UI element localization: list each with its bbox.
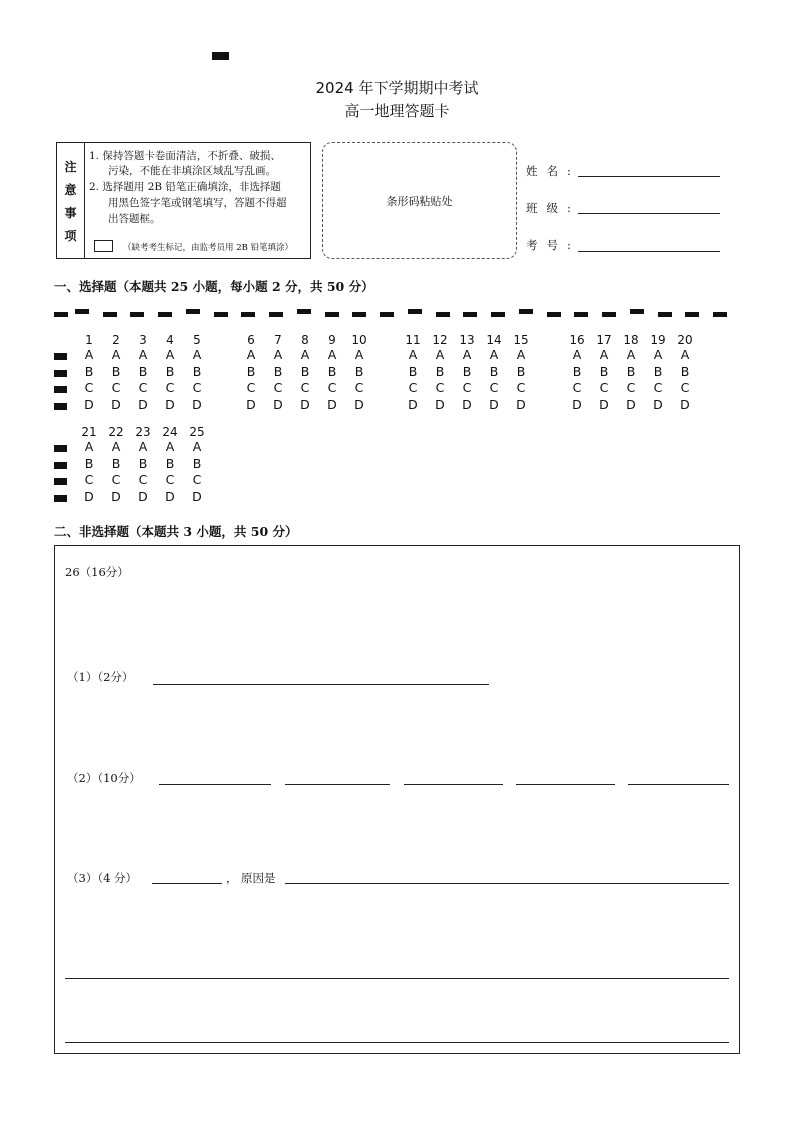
class-field[interactable]	[578, 213, 720, 214]
q26-2-label: （2）（10分）	[67, 771, 141, 785]
q26-3-blank[interactable]	[152, 883, 222, 884]
answer-option-bubble[interactable]: C	[138, 472, 148, 487]
answer-option-bubble[interactable]: A	[165, 347, 175, 362]
notice-label-char: 注	[64, 159, 77, 174]
answer-option-bubble[interactable]: D	[653, 396, 663, 412]
answer-option-bubble[interactable]: C	[572, 380, 582, 395]
answer-option-bubble[interactable]: D	[626, 396, 636, 412]
answer-option-bubble[interactable]: D	[435, 396, 445, 412]
timing-mark	[713, 312, 727, 317]
answer-option-bubble[interactable]: B	[138, 363, 148, 379]
answer-option-bubble[interactable]: A	[192, 439, 202, 454]
row-marker	[54, 386, 67, 393]
answer-option-bubble[interactable]: C	[111, 472, 121, 487]
answer-option-bubble[interactable]: A	[653, 347, 663, 362]
timing-mark	[463, 312, 477, 317]
row-marker	[54, 403, 67, 410]
answer-option-bubble[interactable]: B	[246, 363, 256, 379]
timing-mark	[408, 309, 422, 314]
answer-option-bubble[interactable]: B	[680, 363, 690, 379]
answer-option-bubble[interactable]: D	[516, 396, 526, 412]
timing-mark	[352, 312, 366, 317]
notice-label-char: 意	[64, 182, 77, 197]
answer-option-bubble[interactable]: A	[246, 347, 256, 362]
q26-3-reason-line[interactable]	[285, 883, 729, 884]
name-label: 姓名:	[526, 164, 580, 178]
timing-mark	[325, 312, 339, 317]
answer-option-bubble[interactable]: C	[354, 380, 364, 395]
answer-option-bubble[interactable]: D	[572, 396, 582, 412]
timing-mark	[436, 312, 450, 317]
answer-option-bubble[interactable]: B	[626, 363, 636, 379]
barcode-area	[322, 142, 517, 259]
answer-option-bubble[interactable]: A	[138, 347, 148, 362]
card-title: 高一地理答题卡	[344, 102, 450, 120]
answer-option-bubble[interactable]: D	[273, 396, 283, 412]
timing-mark	[630, 309, 644, 314]
answer-option-bubble[interactable]: A	[192, 347, 202, 362]
row-marker	[54, 353, 67, 360]
question-number: 12	[432, 333, 448, 347]
answer-option-bubble[interactable]: D	[599, 396, 609, 412]
q26-2-blank-2[interactable]	[285, 784, 390, 785]
top-positioning-mark	[212, 52, 229, 60]
answer-option-bubble[interactable]: D	[111, 396, 121, 412]
answer-option-bubble[interactable]: D	[165, 396, 175, 412]
answer-option-bubble[interactable]: A	[408, 347, 418, 362]
timing-mark	[158, 312, 172, 317]
question-number: 22	[108, 425, 124, 439]
answer-option-bubble[interactable]: B	[327, 363, 337, 379]
timing-mark	[519, 309, 533, 314]
answer-option-bubble[interactable]: C	[626, 380, 636, 395]
answer-option-bubble[interactable]: A	[84, 347, 94, 362]
answer-option-bubble[interactable]: B	[165, 363, 175, 379]
timing-mark	[186, 309, 200, 314]
answer-option-bubble[interactable]: C	[111, 380, 121, 395]
question-number: 18	[623, 333, 639, 347]
answer-option-bubble[interactable]: A	[300, 347, 310, 362]
answer-option-bubble[interactable]: C	[273, 380, 283, 395]
number-field[interactable]	[578, 251, 720, 252]
answer-option-bubble[interactable]: B	[111, 363, 121, 379]
notice-label-char: 项	[64, 228, 77, 243]
barcode-label: 条形码粘贴处	[386, 194, 453, 208]
answer-option-bubble[interactable]: C	[165, 380, 175, 395]
answer-option-bubble[interactable]: A	[327, 347, 337, 362]
question-number: 3	[139, 333, 147, 347]
q26-1-answer-line[interactable]	[153, 684, 489, 685]
row-marker	[54, 445, 67, 452]
answer-option-bubble[interactable]: D	[680, 396, 690, 412]
notice-label-char: 事	[64, 205, 77, 220]
answer-option-bubble[interactable]: A	[626, 347, 636, 362]
q26-2-blank-1[interactable]	[159, 784, 271, 785]
answer-option-bubble[interactable]: D	[138, 396, 148, 412]
notice-item-2-end: 出答题框。	[108, 213, 161, 225]
notice-box	[56, 142, 311, 259]
question-number: 15	[513, 333, 529, 347]
answer-option-bubble[interactable]: D	[462, 396, 472, 412]
question-number: 13	[459, 333, 475, 347]
timing-mark	[54, 312, 68, 317]
timing-mark	[103, 312, 117, 317]
question-number: 14	[486, 333, 502, 347]
answer-option-bubble[interactable]: D	[192, 488, 202, 504]
row-marker	[54, 478, 67, 485]
answer-option-bubble[interactable]: C	[165, 472, 175, 487]
answer-option-bubble[interactable]: D	[192, 396, 202, 412]
answer-option-bubble[interactable]: A	[516, 347, 526, 362]
answer-option-bubble[interactable]: C	[653, 380, 663, 395]
answer-option-bubble[interactable]: D	[354, 396, 364, 412]
question-number: 16	[569, 333, 585, 347]
timing-mark	[130, 312, 144, 317]
answer-option-bubble[interactable]: A	[111, 439, 121, 454]
timing-mark	[547, 312, 561, 317]
answer-option-bubble[interactable]: B	[599, 363, 609, 379]
answer-option-bubble[interactable]: B	[192, 455, 202, 471]
q26-1-label: （1）（2分）	[67, 670, 134, 684]
answer-option-bubble[interactable]: D	[84, 488, 94, 504]
answer-option-bubble[interactable]: B	[572, 363, 582, 379]
answer-option-bubble[interactable]: B	[516, 363, 526, 379]
answer-option-bubble[interactable]: A	[489, 347, 499, 362]
answer-option-bubble[interactable]: A	[165, 439, 175, 454]
q26-3-separator: ，	[226, 871, 238, 885]
answer-option-bubble[interactable]: A	[599, 347, 609, 362]
answer-option-bubble[interactable]: A	[84, 439, 94, 454]
answer-option-bubble[interactable]: C	[680, 380, 690, 395]
answer-option-bubble[interactable]: A	[435, 347, 445, 362]
answer-option-bubble[interactable]: D	[489, 396, 499, 412]
exam-title: 2024 年下学期期中考试	[315, 79, 479, 97]
answer-option-bubble[interactable]: C	[84, 472, 94, 487]
name-field[interactable]	[578, 176, 720, 177]
row-marker	[54, 462, 67, 469]
answer-option-bubble[interactable]: B	[462, 363, 472, 379]
answer-option-bubble[interactable]: C	[516, 380, 526, 395]
timing-mark	[685, 312, 699, 317]
q26-2-blank-5[interactable]	[628, 784, 729, 785]
answer-option-bubble[interactable]: D	[300, 396, 310, 412]
answer-option-bubble[interactable]: B	[354, 363, 364, 379]
answer-option-bubble[interactable]: C	[138, 380, 148, 395]
answer-option-bubble[interactable]: A	[111, 347, 121, 362]
timing-mark	[491, 312, 505, 317]
answer-option-bubble[interactable]: C	[489, 380, 499, 395]
answer-option-bubble[interactable]: B	[300, 363, 310, 379]
answer-option-bubble[interactable]: D	[327, 396, 337, 412]
q26-header: 26（16分）	[65, 565, 129, 579]
answer-option-bubble[interactable]: B	[192, 363, 202, 379]
timing-mark	[602, 312, 616, 317]
answer-option-bubble[interactable]: C	[246, 380, 256, 395]
section1-title: 一、选择题（本题共 25 小题，每小题 2 分，共 50 分）	[54, 279, 374, 294]
question-number: 23	[135, 425, 151, 439]
question-number: 6	[247, 333, 255, 347]
row-marker	[54, 370, 67, 377]
answer-option-bubble[interactable]: D	[138, 488, 148, 504]
answer-line-extra-2[interactable]	[65, 1042, 729, 1043]
q26-2-blank-3[interactable]	[404, 784, 503, 785]
answer-option-bubble[interactable]: A	[572, 347, 582, 362]
question-number: 24	[162, 425, 178, 439]
answer-option-bubble[interactable]: A	[273, 347, 283, 362]
answer-option-bubble[interactable]: B	[653, 363, 663, 379]
absent-checkbox[interactable]	[94, 240, 113, 252]
notice-item-2: 2. 选择题用 2B 铅笔正确填涂，非选择题	[89, 181, 281, 193]
answer-option-bubble[interactable]: A	[138, 439, 148, 454]
answer-option-bubble[interactable]: C	[462, 380, 472, 395]
answer-option-bubble[interactable]: D	[408, 396, 418, 412]
timing-mark	[269, 312, 283, 317]
timing-mark	[214, 312, 228, 317]
timing-mark	[297, 309, 311, 314]
answer-option-bubble[interactable]: C	[84, 380, 94, 395]
answer-option-bubble[interactable]: B	[273, 363, 283, 379]
timing-mark	[75, 309, 89, 314]
answer-option-bubble[interactable]: A	[680, 347, 690, 362]
answer-option-bubble[interactable]: B	[84, 455, 94, 471]
absent-note: （缺考考生标记，由监考员用 2B 铅笔填涂）	[123, 243, 294, 253]
answer-option-bubble[interactable]: B	[408, 363, 418, 379]
answer-option-bubble[interactable]: C	[192, 380, 202, 395]
question-number: 10	[351, 333, 367, 347]
question-number: 5	[193, 333, 201, 347]
question-number: 2	[112, 333, 120, 347]
answer-option-bubble[interactable]: C	[300, 380, 310, 395]
timing-mark	[658, 312, 672, 317]
answer-option-bubble[interactable]: A	[462, 347, 472, 362]
answer-option-bubble[interactable]: C	[192, 472, 202, 487]
answer-option-bubble[interactable]: B	[111, 455, 121, 471]
question-number: 9	[328, 333, 336, 347]
notice-label	[57, 143, 85, 258]
answer-option-bubble[interactable]: C	[435, 380, 445, 395]
answer-option-bubble[interactable]: A	[354, 347, 364, 362]
question-number: 7	[274, 333, 282, 347]
notice-item-1: 1. 保持答题卡卷面清洁，不折叠、破损、	[89, 150, 281, 162]
q26-2-blank-4[interactable]	[516, 784, 615, 785]
answer-option-bubble[interactable]: C	[408, 380, 418, 395]
answer-line-extra-1[interactable]	[65, 978, 729, 979]
answer-option-bubble[interactable]: B	[165, 455, 175, 471]
question-number: 8	[301, 333, 309, 347]
answer-option-bubble[interactable]: D	[246, 396, 256, 412]
answer-option-bubble[interactable]: D	[165, 488, 175, 504]
question-number: 19	[650, 333, 666, 347]
class-label: 班级:	[526, 201, 580, 215]
answer-option-bubble[interactable]: B	[84, 363, 94, 379]
question-number: 4	[166, 333, 174, 347]
answer-option-bubble[interactable]: D	[111, 488, 121, 504]
answer-option-bubble[interactable]: B	[435, 363, 445, 379]
answer-option-bubble[interactable]: B	[138, 455, 148, 471]
question-number: 25	[189, 425, 205, 439]
number-label: 考号:	[526, 238, 580, 252]
answer-option-bubble[interactable]: C	[599, 380, 609, 395]
question-number: 20	[677, 333, 693, 347]
row-marker	[54, 495, 67, 502]
timing-mark	[241, 312, 255, 317]
question-number: 21	[81, 425, 97, 439]
timing-mark	[574, 312, 588, 317]
answer-box	[54, 545, 740, 1054]
q26-3-label: （3）（4 分）	[67, 871, 138, 885]
q26-3-reason-label: 原因是	[241, 871, 276, 885]
answer-option-bubble[interactable]: D	[84, 396, 94, 412]
notice-item-2-cont: 用黑色签字笔或钢笔填写，答题不得超	[108, 197, 287, 209]
question-number: 1	[85, 333, 93, 347]
question-number: 17	[596, 333, 612, 347]
question-number: 11	[405, 333, 421, 347]
notice-item-1-cont: 污染，不能在非填涂区域乱写乱画。	[108, 165, 276, 177]
timing-mark	[380, 312, 394, 317]
section2-title: 二、非选择题（本题共 3 小题，共 50 分）	[54, 524, 298, 539]
answer-option-bubble[interactable]: C	[327, 380, 337, 395]
answer-option-bubble[interactable]: B	[489, 363, 499, 379]
